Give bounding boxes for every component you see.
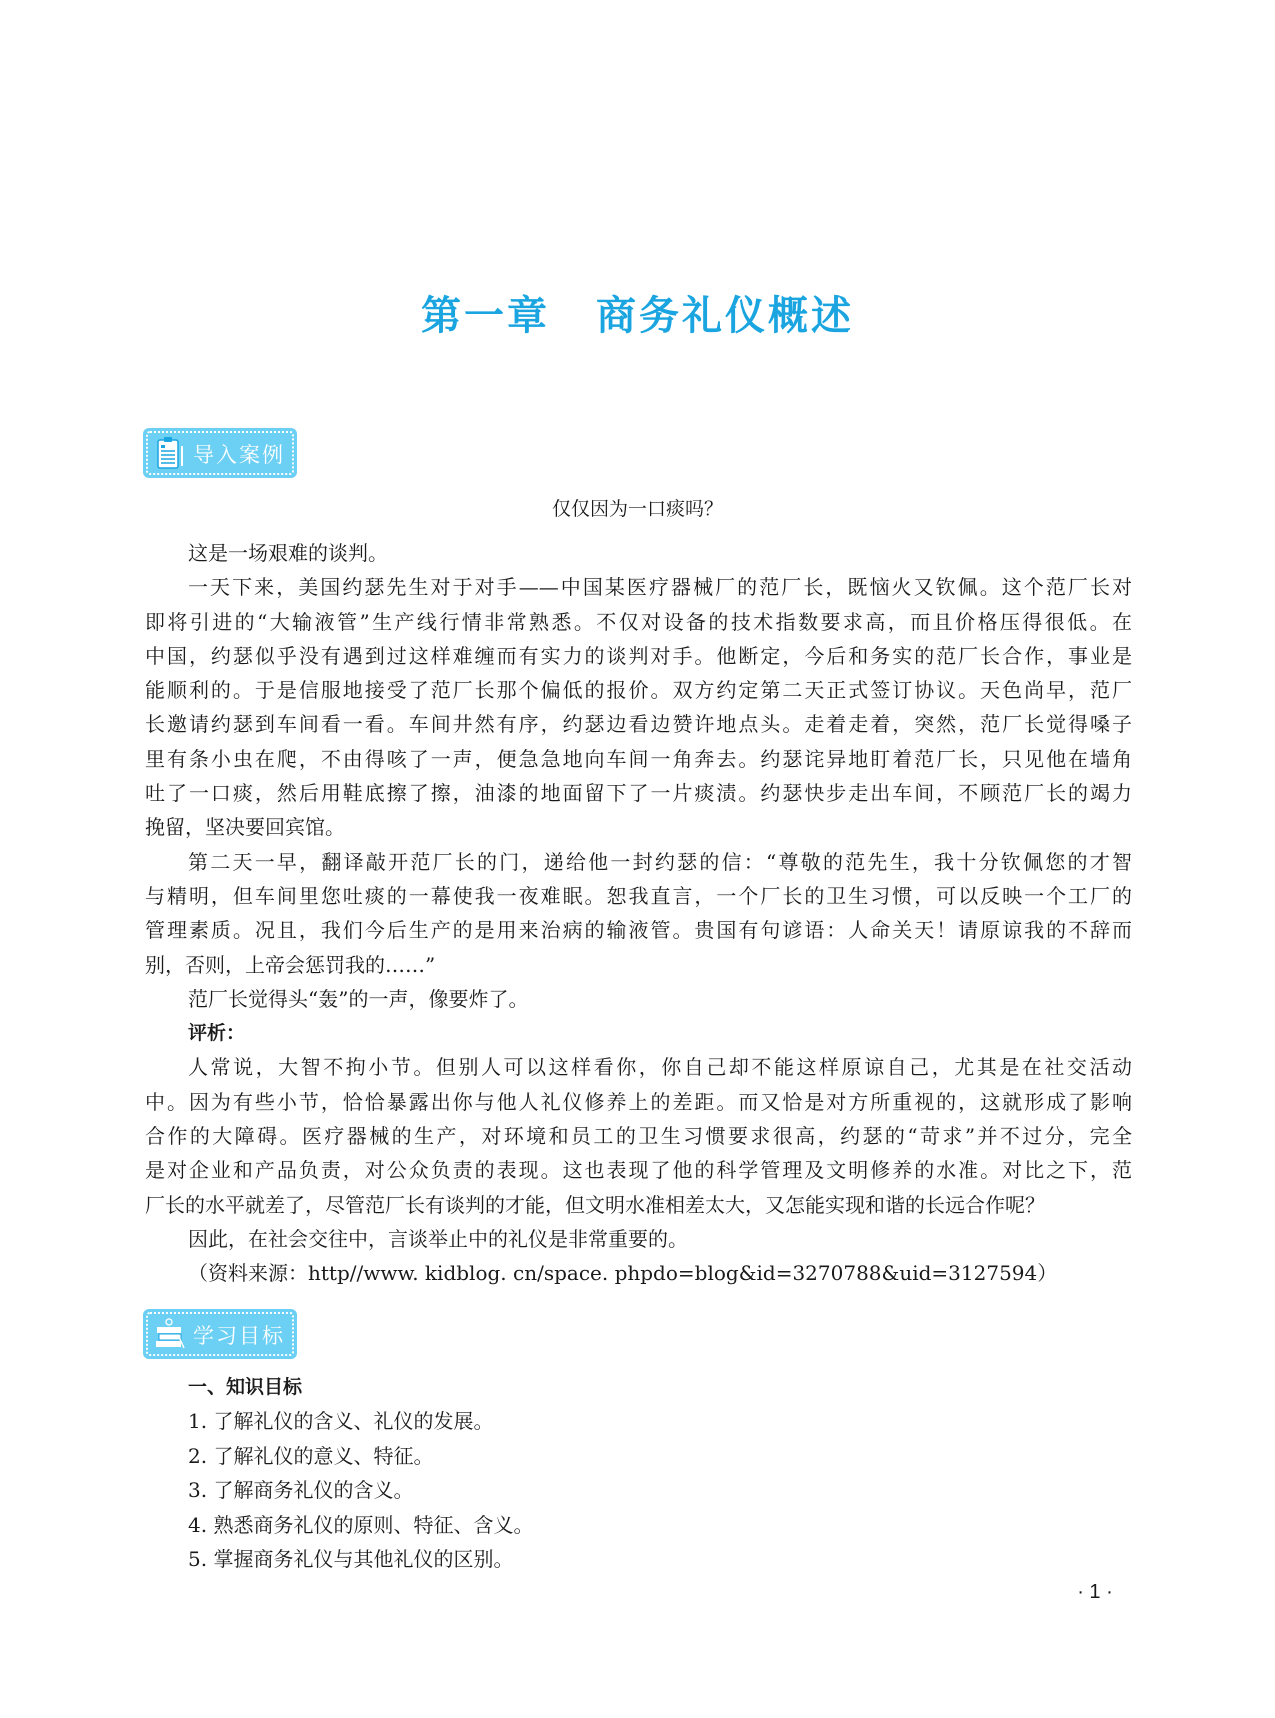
page-number: · 1 · (1077, 1581, 1113, 1603)
paragraph-line: 这是一场艰难的谈判。 (188, 541, 388, 565)
paragraph-line: 长邀请约瑟到车间看一看。车间井然有序，约瑟边看边赞许地点头。走着走着，突然，范厂长觉得嗓子 (145, 712, 1132, 737)
analysis-label: 评析： (188, 1022, 246, 1045)
case-heading: 仅仅因为一口痰吗？ (551, 498, 723, 520)
books-icon (155, 1317, 185, 1351)
knowledge-goals-heading: 一、知识目标 (188, 1376, 303, 1398)
paragraph-line: 管理素质。况且，我们今后生产的是用来治病的输液管。贵国有句谚语：人命关天！请原谅我的不辞而 (145, 918, 1132, 943)
source-citation: （资料来源：http//www. kidblog. cn/space. phpdo=blog&id=3270788&uid=3127594） (188, 1261, 1058, 1286)
paragraph-line: 挽留，坚决要回宾馆。 (145, 815, 345, 840)
goal-item: 2. 了解礼仪的意义、特征。 (188, 1443, 434, 1468)
paragraph-line: 与精明，但车间里您吐痰的一幕使我一夜难眠。恕我直言，一个厂长的卫生习惯，可以反映一个工厂的 (145, 883, 1132, 908)
paragraph-line: 一天下来，美国约瑟先生对于对手——中国某医疗器械厂的范厂长，既恼火又钦佩。这个范厂长对 (188, 575, 1132, 600)
intro-case-label: 导入案例 (193, 443, 285, 467)
paragraph-line: 范厂长觉得头“轰”的一声，像要炸了。 (188, 986, 529, 1011)
goal-item: 3. 了解商务礼仪的含义。 (188, 1478, 414, 1503)
paragraph-line: 中。因为有些小节，恰恰暴露出你与他人礼仪修养上的差距。而又恰是对方所重视的，这就形成了影响 (145, 1089, 1132, 1114)
chapter-title (0, 284, 1275, 341)
learning-goals-label: 学习目标 (193, 1324, 285, 1348)
paragraph-line: 里有条小虫在爬，不由得咳了一声，便急急地向车间一角奔去。约瑟诧异地盯着范厂长，只见他在墙角 (145, 746, 1132, 771)
chapter-name: 商务礼仪概述 (596, 292, 854, 339)
paragraph-line: 因此，在社会交往中，言谈举止中的礼仪是非常重要的。 (188, 1226, 688, 1251)
goal-item: 5. 掌握商务礼仪与其他礼仪的区别。 (188, 1546, 514, 1571)
clipboard-icon (155, 436, 185, 470)
paragraph-line: 是对企业和产品负责，对公众负责的表现。这也表现了他的科学管理及文明修养的水准。对比之下，范 (145, 1158, 1132, 1183)
paragraph-line: 别，否则，上帝会惩罚我的……” (145, 952, 436, 977)
paragraph-line: 即将引进的“大输液管”生产线行情非常熟悉。不仅对设备的技术指数要求高，而且价格压得很低。在 (145, 609, 1132, 634)
case-body (145, 536, 1132, 1291)
learning-goals-badge (143, 1309, 297, 1359)
paragraph-line: 中国，约瑟似乎没有遇到过这样难缠而有实力的谈判对手。他断定，今后和务实的范厂长合作，事业是 (145, 643, 1132, 668)
paragraph-line: 能顺利的。于是信服地接受了范厂长那个偏低的报价。双方约定第二天正式签订协议。天色尚早，范厂 (145, 678, 1132, 703)
chapter-number: 第一章 (421, 292, 550, 339)
intro-case-badge (143, 428, 297, 478)
paragraph-line: 第二天一早，翻译敲开范厂长的门，递给他一封约瑟的信：“尊敬的范先生，我十分钦佩您的才智 (188, 849, 1132, 874)
goal-item: 1. 了解礼仪的含义、礼仪的发展。 (188, 1409, 494, 1434)
paragraph-line: 人常说，大智不拘小节。但别人可以这样看你，你自己却不能这样原谅自己，尤其是在社交活动 (188, 1055, 1132, 1080)
knowledge-goals (188, 1370, 533, 1576)
paragraph-line: 合作的大障碍。医疗器械的生产，对环境和员工的卫生习惯要求很高，约瑟的“苛求”并不过分，完全 (145, 1124, 1132, 1149)
paragraph-line: 吐了一口痰，然后用鞋底擦了擦，油漆的地面留下了一片痰渍。约瑟快步走出车间，不顾范厂长的竭力 (145, 781, 1132, 806)
paragraph-line: 厂长的水平就差了，尽管范厂长有谈判的才能，但文明水准相差太大，又怎能实现和谐的长远合作呢？ (145, 1192, 1045, 1217)
goal-item: 4. 熟悉商务礼仪的原则、特征、含义。 (188, 1512, 534, 1537)
